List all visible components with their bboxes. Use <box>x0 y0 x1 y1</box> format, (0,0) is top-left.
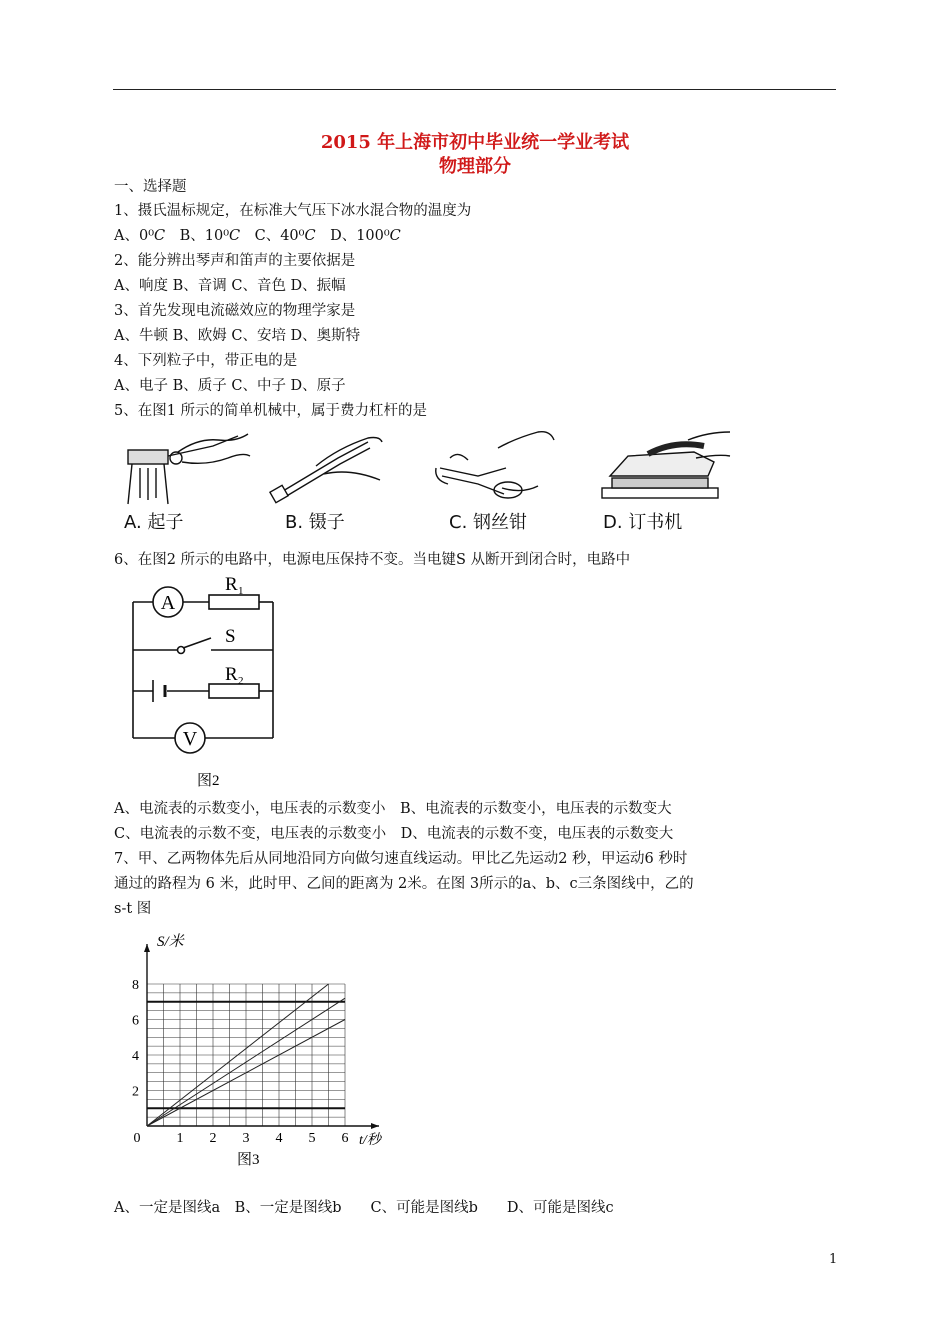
q3-stem: 3、首先发现电流磁效应的物理学家是 <box>114 303 356 319</box>
q5-stem: 5、在图1 所示的简单机械中，属于费力杠杆的是 <box>114 403 428 419</box>
r1-label: R <box>225 576 238 595</box>
exam-subtitle: 物理部分 <box>439 156 511 177</box>
fig2-caption: 图2 <box>197 773 220 788</box>
q7-stem-line3: s-t 图 <box>114 901 152 917</box>
switch-blade <box>183 638 211 648</box>
fig1-caption-c: C. 钢丝钳 <box>449 512 528 533</box>
y-tick-label: 6 <box>132 1013 139 1029</box>
fig1-caption-a: A. 起子 <box>124 512 184 533</box>
x-axis-arrow <box>371 1123 379 1129</box>
x-axis-label: t/秒 <box>359 1133 381 1148</box>
x-tick-label: 2 <box>209 1131 217 1146</box>
switch-label: S <box>225 626 236 647</box>
fig1-caption-b: B. 镊子 <box>285 512 345 533</box>
q7-stem-line1: 7、甲、乙两物体先后从同地沿同方向做匀速直线运动。甲比乙先运动2 秒，甲运动6 秒时 <box>114 851 688 867</box>
section-heading: 一、选择题 <box>114 179 187 195</box>
fig1-caption-d: D. 订书机 <box>603 512 683 533</box>
ammeter-label: A <box>160 592 176 614</box>
resistor-r1 <box>209 595 259 609</box>
y-tick-label: 4 <box>132 1049 139 1064</box>
figure-3-st-chart <box>125 928 415 1178</box>
x-tick-label: 6 <box>341 1131 349 1146</box>
q1-options: A、0⁰𝐶 B、10⁰𝐶 C、40⁰𝐶 D、100⁰𝐶 <box>114 228 401 244</box>
r2-subscript: 2 <box>238 675 244 687</box>
exam-title: 2015 年上海市初中毕业统一学业考试 <box>320 132 630 153</box>
r2-label: R <box>225 664 238 685</box>
q6-options-cd: C、电流表的示数不变，电压表的示数变小 D、电流表的示数不变，电压表的示数变大 <box>114 826 674 842</box>
resistor-r2 <box>209 684 259 698</box>
y-axis-label: S/米 <box>157 934 184 950</box>
pliers-illustration <box>436 432 554 498</box>
q1-stem: 1、摄氏温标规定，在标准大气压下冰水混合物的温度为 <box>114 203 472 219</box>
q2-options: A、响度 B、音调 C、音色 D、振幅 <box>114 278 346 294</box>
q6-stem: 6、在图2 所示的电路中，电源电压保持不变。当电键S 从断开到闭合时，电路中 <box>114 552 631 568</box>
tweezers-illustration <box>270 438 382 503</box>
q4-stem: 4、下列粒子中，带正电的是 <box>114 353 298 369</box>
bottle-opener-illustration <box>128 434 250 504</box>
fig3-caption: 图3 <box>237 1152 260 1168</box>
x-tick-label: 1 <box>176 1131 184 1146</box>
q4-options: A、电子 B、质子 C、中子 D、原子 <box>114 378 346 394</box>
x-tick-label: 3 <box>242 1131 250 1146</box>
q3-options: A、牛顿 B、欧姆 C、安培 D、奥斯特 <box>114 328 361 344</box>
y-tick-label: 8 <box>132 978 139 993</box>
r1-subscript: 1 <box>238 585 244 597</box>
x-tick-label: 4 <box>275 1131 283 1146</box>
q7-options: A、一定是图线a B、一定是图线b C、可能是图线b D、可能是图线c <box>114 1200 614 1216</box>
q7-stem-line2: 通过的路程为 6 米，此时甲、乙间的距离为 2米。在图 3所示的a、b、c三条图线中，乙的 <box>114 876 694 892</box>
voltmeter-label: V <box>182 728 198 750</box>
y-tick-label: 2 <box>132 1084 139 1100</box>
figure-2-circuit <box>125 576 285 788</box>
q6-options-ab: A、电流表的示数变小，电压表的示数变小 B、电流表的示数变小，电压表的示数变大 <box>114 801 672 817</box>
x-tick-label: 0 <box>133 1131 141 1146</box>
y-axis-arrow <box>144 944 150 952</box>
x-tick-label: 5 <box>308 1131 316 1146</box>
stapler-illustration <box>602 432 730 498</box>
q2-stem: 2、能分辨出琴声和笛声的主要依据是 <box>114 253 356 269</box>
figure-1-tools <box>118 428 738 508</box>
page-number: 1 <box>829 1252 838 1267</box>
header-rule <box>113 89 836 90</box>
